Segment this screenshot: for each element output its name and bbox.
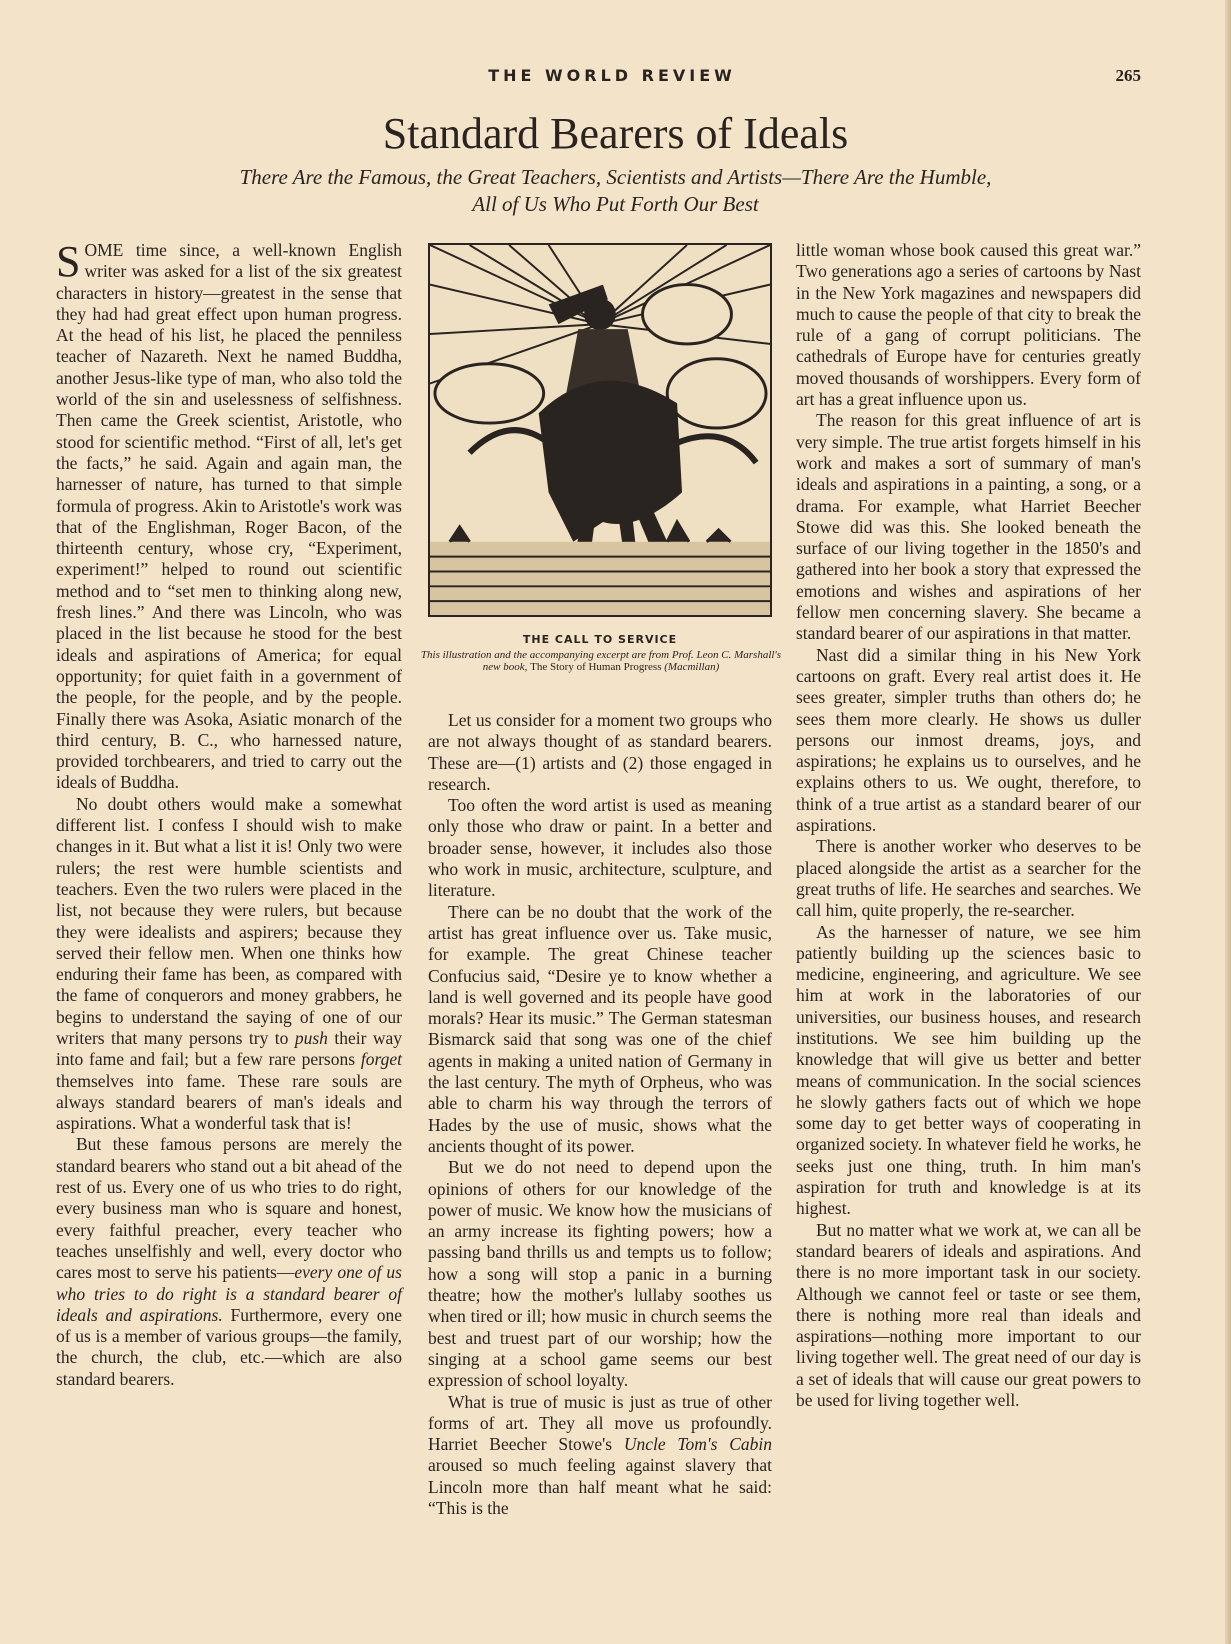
caption-book-title: The Story of Human Progress <box>530 661 662 673</box>
paragraph: little woman whose book caused this great war.” Two generations ago a series of cartoons by Nast in the New York magazines and newspapers did much to cause the people of that city to break the rule of a gang of corrupt politicians. The cathedrals of Europe have for centuries greatly moved thousands of worshippers. Every form of art has a great influence upon us. <box>796 240 1141 410</box>
paragraph <box>56 1134 402 1390</box>
article-subtitle <box>120 164 1111 218</box>
paragraph: But no matter what we work at, we can all be standard bearers of ideals and aspirations. And there is no more important task in our society. Although we cannot feel or taste or see them, there is nothing more real than ideals and aspirations—nothing more important to our living together well. The great need of our day is a set of ideals that will cause our great powers to be used for living together well. <box>796 1219 1141 1411</box>
paragraph: There is another worker who deserves to be placed alongside the artist as a searcher for the great truths of life. He searches and searches. We call him, quite properly, the re-searcher. <box>796 836 1141 921</box>
paragraph <box>56 794 402 1135</box>
subtitle-line-1: There Are the Famous, the Great Teachers, Scientists and Artists—There Are the Humble, <box>239 165 992 189</box>
paragraph <box>56 237 402 794</box>
column-3 <box>796 240 1141 1411</box>
book-title: Uncle Tom's Cabin <box>623 1434 773 1455</box>
paragraph: Too often the word artist is used as meaning only those who draw or paint. In a better and broader sense, however, it includes also those who work in music, architecture, sculpture, and literature. <box>428 795 772 901</box>
figure-caption-title: THE CALL TO SERVICE <box>522 633 678 646</box>
paragraph-text: themselves into fame. These rare souls are always standard bearers of man's ideals and aspirations. What a wonderful task that is! <box>56 1070 402 1134</box>
figure-caption <box>420 649 782 673</box>
paragraph: As the harnesser of nature, we see him patiently building up the sciences basic to medicine, engineering, and agriculture. We see him at work in the laboratories of our universities, our business houses, and research institutions. We see him building up the knowledge that will give us better and better means of communication. In the social sciences he slowly gathers facts out of which we hope some day to get better ways of cooperating in organized society. In whatever field he works, he seeks just one thing, truth. In him man's aspiration for truth and knowledge is at its highest. <box>796 921 1141 1219</box>
italic-text: every one of us who tries to do right is a standard bearer of ideals and aspirations. <box>56 1262 402 1325</box>
paragraph-text: What is true of music is just as true of other forms of art. They all move us profoundly. Harriet Beecher Stowe's <box>428 1391 772 1455</box>
paragraph <box>428 1392 772 1520</box>
paragraph-text: Furthermore, every one of us is a member of various groups—the family, the church, the club, etc.—which are also standard bearers. <box>56 1304 403 1389</box>
paragraph: The reason for this great influence of art is very simple. The true artist forgets himself in his work and makes a sort of summary of man's ideals and aspirations in a painting, a song, or a drama. For example, what Harriet Beecher Stowe did was this. She looked beneath the surface of our living together in the 1850's and gathered into her book a story that expressed the emotions and wishes and aspirations of her fellow men concerning slavery. She became a standard bearer of our aspirations in that matter. <box>796 410 1141 644</box>
paragraph: Nast did a similar thing in his New York cartoons on graft. Every real artist does it. He sees greater, simpler truths than others do; he sees them more clearly. He shows us duller persons our inmost dreams, joys, and aspirations; he explains us to ourselves, and he explains others to us. We ought, therefore, to think of a true artist as a standard bearer of our aspirations. <box>796 644 1141 836</box>
horseman-herald-image <box>430 245 770 615</box>
paragraph: But we do not need to depend upon the opinions of others for our knowledge of the power of music. We know how the musicians of an army increase its fighting powers; how a passing band thrills us and tempts us to follow; how a song will stop a panic in a burning theatre; how the mother's lullaby soothes us when tired or ill; how music in church seems the best and truest part of our worship; how the singing at a school game seems our best expression of school loyalty. <box>428 1157 772 1391</box>
page-edge <box>1225 0 1231 1644</box>
caption-text: This illustration and the accompanying excerpt are from Prof. Leon C. Marshall's new book, <box>420 649 782 673</box>
page-number: 265 <box>1115 66 1141 85</box>
italic-text: forget <box>360 1049 402 1070</box>
paragraph-text: OME time since, a well-known English writer was asked for a list of the six greatest characters in history—greatest in the sense that they had had great effect upon human progress. At the head of his list, he placed the penniless teacher of Nazareth. Next he named Buddha, another Jesus-like type of man, who also told the world of the sin and uselessness of selfishness. Then came the Greek scientist, Aristotle, who stood for scientific method. “First of all, let's get the facts,” he said. Again and again man, the harnesser of nature, has turned to that simple formula of progress. Akin to Aristotle's work was that of the Englishman, Roger Bacon, of the thirteenth century, whose cry, “Experiment, experiment!” helped to round out scientific method and to “set men to thinking along new, fresh lines.” And there was Lincoln, who was placed in the list because he stood for the best ideals and aspirations of America; for equal opportunity; for quiet faith in a government of the people, for the people, and by the people. Finally there was Asoka, Asiatic monarch of the third century, B. C., who harnessed nature, provided torchbearers, and tried to carry out the ideals of Buddha. <box>56 240 402 793</box>
drop-cap: S <box>56 237 81 286</box>
article-title: Standard Bearers of Ideals <box>382 109 849 158</box>
column-1 <box>56 237 403 1390</box>
running-header: THE WORLD REVIEW <box>488 66 736 85</box>
paragraph-text: No doubt others would make a somewhat different list. I confess I should wish to make changes in it. But what a list it is! Only two were rulers; the rest were humble scientists and teachers. Even the two rulers were placed in the list, not because they were rulers, but because they were idealists and aspirers; because they served their fellow men. When one thinks how enduring their fame has been, as compared with the fame of conquerors and money grabbers, he begins to understand the saying of one of our writers that many persons try to <box>56 793 402 1048</box>
column-2 <box>428 710 772 1519</box>
paragraph-text: aroused so much feeling against slavery that Lincoln more than half meant what he said: “This is the <box>428 1455 772 1518</box>
paragraph-text: their way into fame and fail; but a few rare persons <box>56 1027 403 1070</box>
paragraph: Let us consider for a moment two groups who are not always thought of as standard bearers. These are—(1) artists and (2) those engaged in research. <box>428 710 772 794</box>
caption-publisher: (Macmillan) <box>664 661 720 673</box>
italic-text: push <box>294 1027 328 1048</box>
paragraph-text: But these famous persons are merely the standard bearers who stand out a bit ahead of the rest of us. Every one of us who tries to do right, every business man who is square and honest, every faithful preacher, every teacher who teaches unselfishly and well, every doctor who cares most to serve his patients— <box>56 1134 402 1283</box>
paragraph: There can be no doubt that the work of the artist has great influence over us. Take music, for example. The great Chinese teacher Confucius said, “Desire ye to know whether a land is well governed and its people have good morals? Hear its music.” The German statesman Bismarck said that song was one of the chief agents in making a united nation of Germany in the last century. The myth of Orpheus, who was able to charm his way through the terrors of Hades by the use of music, shows what the ancients thought of its power. <box>428 901 772 1156</box>
subtitle-line-2: All of Us Who Put Forth Our Best <box>472 192 759 216</box>
illustration-woodcut <box>428 243 772 617</box>
